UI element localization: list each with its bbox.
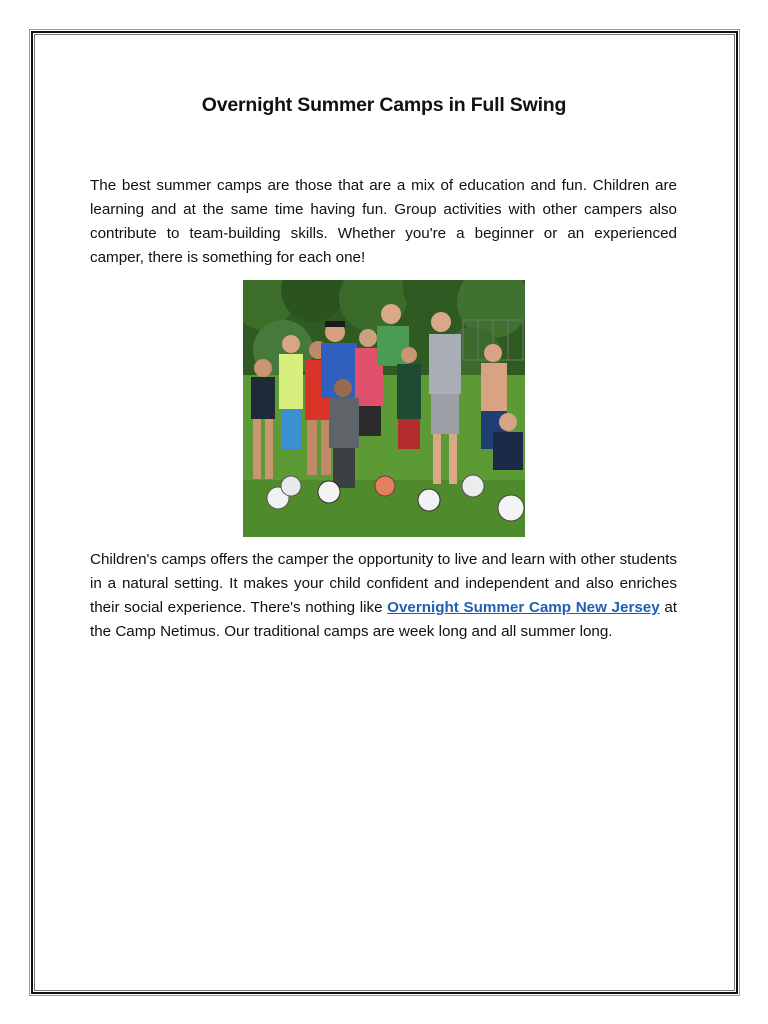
intro-paragraph: The best summer camps are those that are a mix of education and fun. Children are learning and at the same time having fun. Group activities with other campers also contribute to team-building skills. Whether you're a beginner or an experienced camper, there is something for each one!	[90, 177, 677, 266]
body-paragraph	[90, 548, 677, 644]
document-title: Overnight Summer Camps in Full Swing	[201, 94, 567, 116]
body-paragraph-text-before: Children's camps offers the camper the opportunity to live and learn with other students in a natural setting. It makes your child confident and independent and also enriches their social experience. There's nothing like	[90, 551, 677, 616]
camp-group-photo	[243, 280, 525, 537]
body-paragraph-text-after: at the Camp Netimus. Our traditional camps are week long and all summer long.	[90, 599, 677, 640]
overnight-summer-camp-link[interactable]: Overnight Summer Camp New Jersey	[387, 599, 660, 616]
